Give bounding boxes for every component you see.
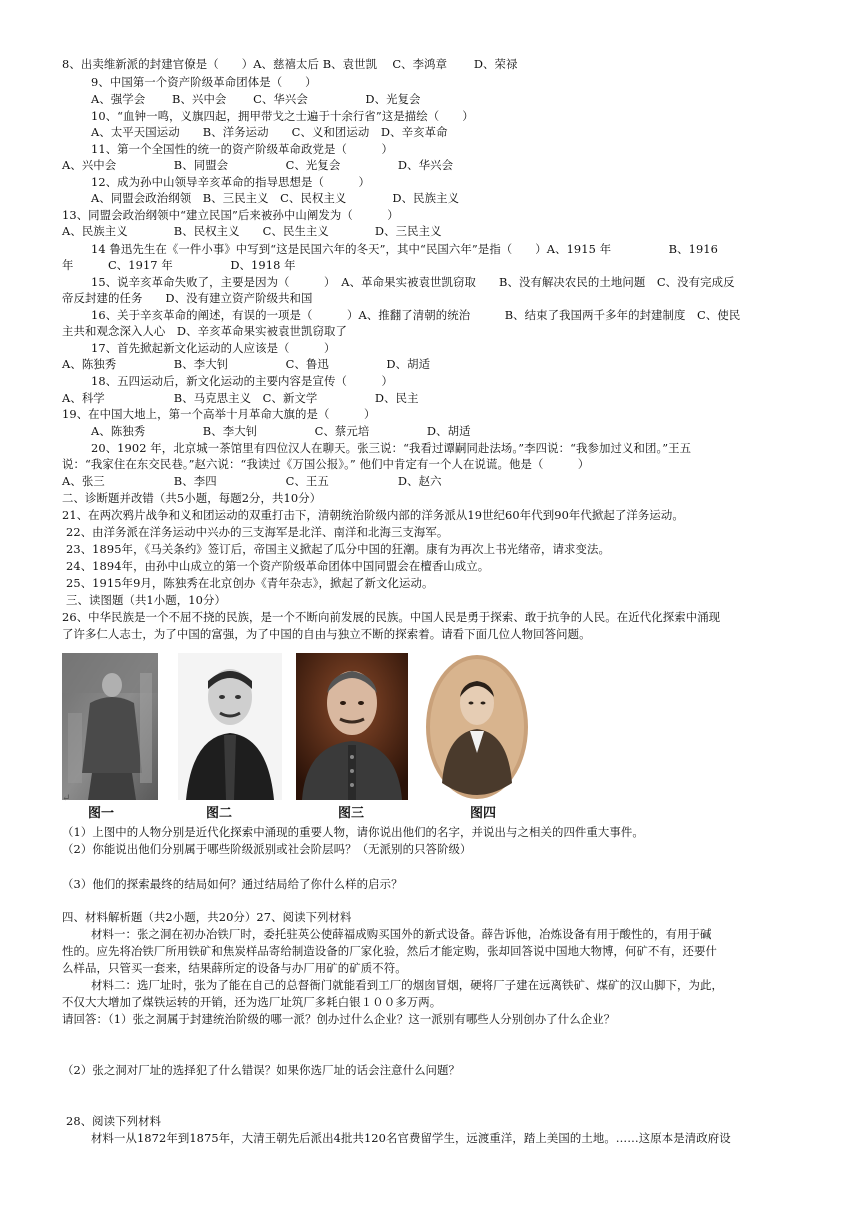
text-line: 20、1902 年，北京城一茶馆里有四位汉人在聊天。张三说：“我看过谭嗣同赴法场。”李四说：“我参加过义和团。”王五	[91, 441, 692, 455]
figure-4-image	[424, 653, 530, 800]
text-line: A、太平天国运动 B、洋务运动 C、义和团运动 D、辛亥革命	[91, 125, 448, 139]
text-line: 26、中华民族是一个不屈不挠的民族，是一个不断向前发展的民族。中国人民是勇于探索、敢于抗争的人民。在近代化探索中涌现	[62, 610, 721, 624]
text-line: 帝反封建的任务 D、没有建立资产阶级共和国	[62, 291, 313, 305]
text-line: 19、在中国大地上，第一个高举十月革命大旗的是（ ）	[62, 407, 376, 421]
text-line: 么样品，只管买一套来，结果薛所定的设备与办厂用矿的矿质不符。	[62, 961, 407, 975]
figure-1-image	[62, 653, 158, 800]
text-line: 13、同盟会政治纲领中“建立民国”后来被孙中山阐发为（ ）	[62, 208, 399, 222]
text-line: 主共和观念深入人心 D、辛亥革命果实被袁世凯窃取了	[62, 324, 348, 338]
figure-2-photo	[178, 653, 282, 800]
text-line: 18、五四运动后，新文化运动的主要内容是宣传（ ）	[91, 374, 393, 388]
text-line: （1）上图中的人物分别是近代化探索中涌现的重要人物，请你说出他们的名字，并说出与之相关的四件重大事件。	[62, 825, 644, 839]
text-line: 23、1895年，《马关条约》签订后，帝国主义掀起了瓜分中国的狂潮。康有为再次上书光绪帝，请求变法。	[66, 542, 610, 556]
text-line: （2）张之洞对厂址的选择犯了什么错误？如果你选厂址的话会注意什么问题？	[62, 1063, 461, 1077]
figure-2-image	[178, 653, 282, 800]
text-line: A、陈独秀 B、李大钊 C、蔡元培 D、胡适	[91, 424, 471, 438]
figure-4-caption: 图四	[470, 806, 497, 821]
text-line: 年 C、1917 年 D、1918 年	[62, 258, 296, 272]
text-line: 了许多仁人志士，为了中国的富强，为了中国的自由与独立不断的探索着。请看下面几位人物回答问题。	[62, 627, 591, 641]
text-line: 15、说辛亥革命失败了，主要是因为（ ） A、革命果实被袁世凯窃取 B、没有解决农民的土地问题 C、没有完成反	[91, 275, 735, 289]
text-line: 三、读图题（共1小题，10分）	[66, 593, 226, 607]
text-line: A、科学 B、马克思主义 C、新文学 D、民主	[62, 391, 419, 405]
text-line: 8、出卖维新派的封建官僚是（ ）A、慈禧太后 B、袁世凯 C、李鸿章 D、荣禄	[62, 57, 518, 71]
text-line: 16、关于辛亥革命的阐述，有误的一项是（ ）A、推翻了清朝的统治 B、结束了我国两千多年的封建制度 C、使民	[91, 308, 741, 322]
text-line: 21、在两次鸦片战争和义和团运动的双重打击下，清朝统治阶级内部的洋务派从19世纪60年代到90年代掀起了洋务运动。	[62, 508, 684, 522]
text-line: 不仅大大增加了煤铁运转的开销，还为选厂址筑厂多耗白银１００多万两。	[62, 995, 442, 1009]
text-line: 二、诊断题并改错（共5小题，每题2分，共10分）	[62, 491, 322, 505]
text-line: A、民族主义 B、民权主义 C、民生主义 D、三民主义	[62, 224, 442, 238]
text-line: 9、中国第一个资产阶级革命团体是（ ）	[91, 75, 317, 89]
text-line: 10、“血钟一鸣，义旗四起，拥甲带戈之士遍于十余行省”这是描绘（ ）	[91, 109, 474, 123]
figure-1-photo	[62, 653, 158, 800]
text-line: 22、由洋务派在洋务运动中兴办的三支海军是北洋、南洋和北海三支海军。	[66, 525, 449, 539]
text-line: A、张三 B、李四 C、王五 D、赵六	[62, 474, 442, 488]
text-line: （3）他们的探索最终的结局如何？通过结局给了你什么样的启示？	[62, 877, 403, 891]
text-line: 请回答：（1）张之洞属于封建统治阶级的哪一派？创办过什么企业？这一派别有哪些人分别创办了什么企业？	[62, 1012, 616, 1026]
text-line: 28、阅读下列材料	[66, 1114, 162, 1128]
text-line: 14 鲁迅先生在《一件小事》中写到“这是民国六年的冬天”，其中“民国六年”是指（ ）A、1915 年 B、1916	[91, 242, 718, 256]
text-line: 材料一：张之洞在初办冶铁厂时，委托驻英公使薛福成购买国外的新式设备。薛告诉他，冶炼设备有用于酸性的，有用于碱	[91, 927, 712, 941]
text-line: 说：“我家住在东交民巷。”赵六说：“我读过《万国公报》。” 他们中肯定有一个人在说谎。他是（ ）	[62, 457, 590, 471]
figure-end-mark: ↵	[62, 793, 71, 804]
text-line: 四、材料解析题（共2小题，共20分）27、阅读下列材料	[62, 910, 352, 924]
figure-3-image	[296, 653, 408, 800]
text-line: A、兴中会 B、同盟会 C、光复会 D、华兴会	[62, 158, 454, 172]
text-line: 25、1915年9月，陈独秀在北京创办《青年杂志》，掀起了新文化运动。	[66, 576, 434, 590]
figure-4-photo	[424, 653, 530, 800]
text-line: 11、第一个全国性的统一的资产阶级革命政党是（ ）	[91, 142, 393, 156]
figure-3-caption: 图三	[338, 806, 365, 821]
text-line: 材料二：选厂址时，张为了能在自己的总督衙门就能看到工厂的烟囱冒烟，硬将厂子建在远离铁矿、煤矿的汉山脚下，为此，	[91, 978, 723, 992]
text-line: 12、成为孙中山领导辛亥革命的指导思想是（ ）	[91, 175, 370, 189]
text-line: （2）你能说出他们分别属于哪些阶级派别或社会阶层吗？（无派别的只答阶级）	[62, 842, 472, 856]
text-line: 性的。应先将冶铁厂所用铁矿和焦炭样品寄给制造设备的厂家化验，然后才能定购，张却回答说中国地大物博，何矿不有，还要什	[62, 944, 717, 958]
text-line: A、强学会 B、兴中会 C、华兴会 D、光复会	[91, 92, 421, 106]
text-line: A、陈独秀 B、李大钊 C、鲁迅 D、胡适	[62, 357, 431, 371]
text-line: 17、首先掀起新文化运动的人应该是（ ）	[91, 341, 336, 355]
figure-3-photo	[296, 653, 408, 800]
figure-2-caption: 图二	[206, 806, 233, 821]
figure-1-caption: 图一	[88, 806, 115, 821]
text-line: 材料一从1872年到1875年，大清王朝先后派出4批共120名官费留学生，远渡重洋，踏上美国的土地。……这原本是清政府设	[91, 1131, 731, 1145]
text-line: A、同盟会政治纲领 B、三民主义 C、民权主义 D、民族主义	[91, 191, 460, 205]
text-line: 24、1894年，由孙中山成立的第一个资产阶级革命团体中国同盟会在檀香山成立。	[66, 559, 490, 573]
